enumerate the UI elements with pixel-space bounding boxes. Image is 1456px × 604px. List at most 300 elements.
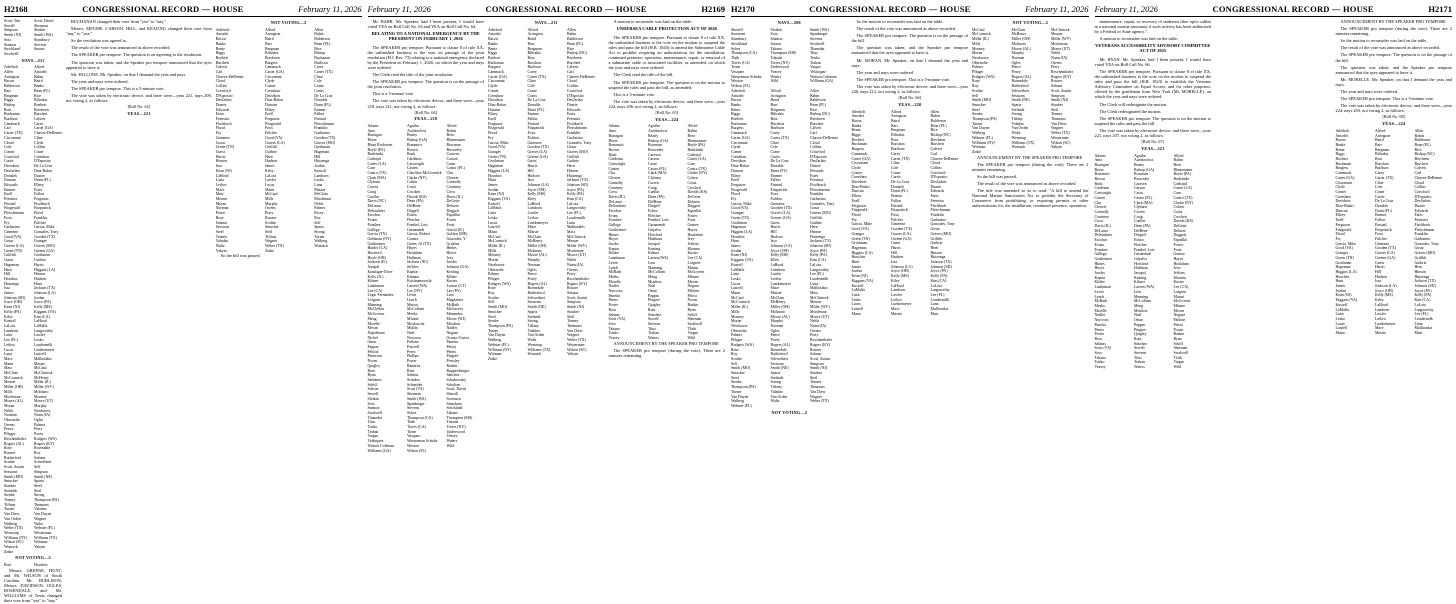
member-name: Meuser xyxy=(1051,32,1063,37)
member-name: De La Cruz xyxy=(770,159,789,164)
member-name: Guthrie xyxy=(810,220,822,225)
member-name: Aguilar xyxy=(648,124,660,129)
member-name: Latta xyxy=(851,292,860,297)
record-paragraph: The Clerk redesignated the motion. xyxy=(1099,108,1162,114)
member-name: Norcross xyxy=(1094,318,1109,323)
member-name: Carbajal xyxy=(367,156,381,161)
member-name: Moolenaar xyxy=(810,309,827,314)
member-name: Nunn (IA) xyxy=(34,413,51,418)
member-name: Miller (IL) xyxy=(488,244,505,249)
record-paragraph: Messrs. MFUME, CARSON, HILL, and KEATING changed their vote from "nay" to "yea." xyxy=(66,26,212,37)
member-name: Hern xyxy=(4,267,12,272)
member-name: Escobar xyxy=(608,209,622,214)
page-header xyxy=(731,2,1089,17)
member-name: Joyce (PA) xyxy=(567,187,585,192)
member-name: Hoyer xyxy=(446,251,457,256)
member-name: Kiggans (VA) xyxy=(1335,298,1358,303)
member-name: Foxx xyxy=(265,126,273,131)
member-name: Finstad xyxy=(4,201,16,206)
member-name: Loudermilk xyxy=(930,297,949,302)
page-date: February 11, 2026 xyxy=(1025,4,1089,14)
member-name: Baird xyxy=(770,98,780,103)
member-name: Mfume xyxy=(407,316,419,321)
member-name: McCollum xyxy=(407,307,424,312)
member-name: Ivey xyxy=(687,237,695,242)
member-name: Balderson xyxy=(930,118,947,123)
member-name: Kildee xyxy=(608,251,619,256)
member-name: Watson Coleman xyxy=(810,74,837,79)
member-name: Tenney xyxy=(4,498,16,503)
member-name: Burgess xyxy=(488,65,501,70)
member-name: Ciscomani xyxy=(488,79,505,84)
member-name: Mfume xyxy=(687,274,699,279)
member-name: Crawford xyxy=(215,88,231,93)
member-name: Wexton xyxy=(407,443,420,448)
member-name: Mace xyxy=(527,225,537,230)
member-name: Steil xyxy=(567,314,575,319)
member-name: Amo xyxy=(367,128,376,133)
member-name: Trone xyxy=(731,65,741,70)
member-name: McClintock xyxy=(810,295,829,300)
member-name: Swalwell xyxy=(687,321,702,326)
member-name: Duncan xyxy=(851,189,864,194)
member-name: Tonko xyxy=(1094,360,1105,365)
member-name: Cartwright xyxy=(608,162,626,167)
member-name: Mfume xyxy=(1173,304,1185,308)
member-name: Curtis xyxy=(314,88,324,93)
member-name: D'Esposito xyxy=(930,175,948,180)
member-name: Davis (IL) xyxy=(446,194,463,199)
member-name: Tenney xyxy=(215,234,228,239)
member-name: Jordan xyxy=(1335,288,1346,293)
member-name: Kiggans (VA) xyxy=(488,197,510,202)
member-name: James xyxy=(1335,284,1346,289)
member-name: DeLauro xyxy=(1094,228,1109,233)
member-name: Frankel, Lois xyxy=(648,218,669,223)
member-name: Burlison xyxy=(770,126,784,131)
member-name: Gonzales, Tony xyxy=(34,229,59,234)
member-name: Steube xyxy=(488,319,499,324)
member-name: Foxx xyxy=(770,192,779,197)
member-name: Moolenaar xyxy=(1051,41,1068,46)
member-name: Carter (GA) xyxy=(265,70,284,75)
member-name: Perry xyxy=(265,211,274,216)
member-name: Amodei xyxy=(488,32,501,37)
member-name: Salinas xyxy=(407,373,419,378)
member-name: Bonamici xyxy=(608,143,624,148)
member-name: Cuellar xyxy=(648,190,660,195)
member-name: Gooden (TX) xyxy=(1375,246,1397,251)
member-name: Luttrell xyxy=(731,286,743,291)
member-name: Strong xyxy=(314,229,325,234)
member-name: Arrington xyxy=(265,32,281,37)
member-name: Hageman xyxy=(4,262,19,267)
member-name: Moskowitz xyxy=(407,321,425,326)
member-name: Kilmer xyxy=(1134,280,1146,285)
member-name: Perry xyxy=(1051,65,1060,70)
record-paragraph: So the bill was passed. xyxy=(977,173,1017,179)
member-name: Buchanan xyxy=(488,60,504,65)
member-name: Morelle xyxy=(1094,308,1107,313)
member-name: LaLota xyxy=(265,173,277,178)
member-name: Owens xyxy=(1051,60,1062,65)
member-name: Bishop xyxy=(314,51,326,56)
member-name: Wittman xyxy=(34,540,48,545)
member-name: Newhouse xyxy=(972,55,989,60)
member-name: Dunn (FL) xyxy=(314,102,331,107)
member-name: Hern xyxy=(567,164,575,169)
member-name: Porter xyxy=(1094,332,1105,337)
record-paragraph: The SPEAKER pro tempore. This is a 5-minute vote. xyxy=(856,76,951,82)
member-name: Johnson (SD) xyxy=(930,264,952,269)
member-name: Bush xyxy=(407,152,415,157)
member-name: Miller (IL) xyxy=(731,305,748,310)
member-name: Matsui xyxy=(687,265,699,270)
member-name: Slotkin xyxy=(367,396,379,401)
member-name: Carson xyxy=(1134,186,1146,191)
member-name: Diaz-Balart xyxy=(851,184,870,189)
member-name: Panetta xyxy=(446,340,458,345)
member-name: Guest xyxy=(215,149,225,154)
member-name: Perry xyxy=(810,333,819,338)
member-name: Burlison xyxy=(891,147,905,152)
member-name: Baird xyxy=(527,37,537,42)
member-name: Bean (FL) xyxy=(930,123,947,128)
member-name: Amodei xyxy=(1335,133,1349,138)
member-name: Molinaro xyxy=(527,248,542,253)
member-name: Mullin xyxy=(407,326,418,331)
member-name: Palmer xyxy=(972,65,984,70)
member-name: De La Cruz xyxy=(314,93,333,98)
member-name: Salinas xyxy=(608,312,620,317)
member-name-list xyxy=(4,65,62,554)
member-name: Amo xyxy=(608,129,617,134)
member-name: Frost xyxy=(1173,247,1182,252)
member-name: Rosendale xyxy=(527,286,544,291)
member-name: Aderholt xyxy=(488,27,502,32)
member-name: Carson xyxy=(648,157,660,162)
member-name: Carson xyxy=(446,156,458,161)
record-paragraph: The SPEAKER pro tempore. Pursuant to clause 8 of rule XX, the unfinished business is the vote on passage of the joint resolution (H.J. Res. 73) relating to a national emergency declared by the President on February 1, 2026, on which the yeas and nays were ordered. xyxy=(367,44,484,70)
member-name: Bishop (NC) xyxy=(930,133,951,138)
member-name: Stanton xyxy=(770,37,783,42)
member-name: Barragan xyxy=(367,133,382,138)
member-name: Cole xyxy=(1375,185,1383,190)
member-name: Arrington xyxy=(1375,133,1391,138)
member-name: Balderson xyxy=(810,98,826,103)
member-name: Finstad xyxy=(527,121,539,126)
member-name: Banks xyxy=(731,102,741,107)
member-name: Mooney xyxy=(34,394,47,399)
member-name: Garcia, Mike xyxy=(851,222,873,227)
member-name: James xyxy=(851,264,862,269)
member-name: Smucker xyxy=(731,371,745,376)
member-name: Jayapal xyxy=(367,265,380,270)
member-name: Vargas xyxy=(810,65,821,70)
member-name: LaHood xyxy=(1375,302,1388,307)
member-name-list xyxy=(4,19,62,57)
member-name: Bost xyxy=(4,107,12,112)
member-name: Lucas xyxy=(4,347,14,352)
member-name: Grijalva xyxy=(446,241,460,246)
member-name: Bost xyxy=(891,137,899,142)
member-name: Tenney xyxy=(810,380,822,385)
member-name: Carey xyxy=(770,131,780,136)
member-name: Yakym xyxy=(34,545,46,550)
member-name: Tiffany xyxy=(527,324,539,328)
text-column xyxy=(216,19,362,475)
member-name: Hunt xyxy=(488,178,496,183)
member-name: Hern xyxy=(810,225,818,230)
member-name: DeLauro xyxy=(367,203,382,208)
member-name: Mills xyxy=(265,197,274,202)
member-name: Omar xyxy=(648,289,657,294)
member-name: Wittman xyxy=(488,352,502,357)
member-name: Simpson xyxy=(4,28,18,33)
member-name: McGovern xyxy=(687,270,705,275)
member-name: Burchett xyxy=(810,121,824,126)
member-name: Takano xyxy=(1094,355,1106,360)
member-name-list xyxy=(216,28,362,254)
member-name: Arrington xyxy=(527,32,543,37)
member-name: Yakym xyxy=(215,248,227,253)
member-name: Granger xyxy=(488,149,501,154)
member-name: Buchanan xyxy=(731,121,747,126)
member-name: Graves (LA) xyxy=(1375,251,1395,256)
member-name: Swalwell xyxy=(367,410,382,415)
member-name: Craig xyxy=(367,189,377,194)
member-name: LaHood xyxy=(527,201,541,206)
member-name: Hudson xyxy=(891,255,904,260)
member-name: Molinaro xyxy=(1011,41,1026,46)
member-name: Wilson (SC) xyxy=(4,540,24,545)
member-name: Smith (MO) xyxy=(4,474,24,479)
member-name: Mast xyxy=(930,311,939,316)
member-name: Crenshaw xyxy=(488,93,504,98)
text-column xyxy=(368,19,485,475)
member-name: Foster xyxy=(687,213,698,218)
member-name: LaHood xyxy=(891,283,904,288)
member-name: McClain xyxy=(1011,27,1026,32)
member-name: Kamlager-Dove xyxy=(367,269,393,274)
roll-call-number: [Roll No. 66] xyxy=(898,95,921,101)
member-name: Waltz xyxy=(34,521,43,526)
member-name: Strong xyxy=(770,380,781,385)
member-name: Foxx xyxy=(527,131,536,136)
member-name: Johnson (SD) xyxy=(810,244,832,249)
member-name: Craig xyxy=(648,185,657,190)
member-name: Smucker xyxy=(4,479,18,484)
member-name: Hill xyxy=(4,272,11,277)
member-name: Roy xyxy=(34,450,41,455)
member-name: Williams (NY) xyxy=(488,347,512,352)
member-name: Nunn (IA) xyxy=(1051,55,1068,60)
member-name: Dingell xyxy=(407,208,419,213)
member-name: Murphy xyxy=(527,258,541,263)
member-name: Webster (FL) xyxy=(488,342,509,347)
member-name: Veasey xyxy=(446,434,458,439)
member-name: Sykes xyxy=(407,410,417,415)
member-name: Joyce (PA) xyxy=(930,269,948,274)
member-name: Kildee xyxy=(446,274,457,279)
member-name: Langworthy xyxy=(930,288,950,293)
member-name: Baird xyxy=(265,37,274,42)
member-name: Raskin xyxy=(446,363,458,368)
member-name: Pence xyxy=(1011,65,1021,70)
member-name: Fletcher xyxy=(1134,242,1147,247)
member-name: Bean (FL) xyxy=(314,41,331,46)
member-name: Crawford xyxy=(930,170,946,175)
member-name: Norman xyxy=(1011,55,1025,60)
member-name: Estes xyxy=(34,187,43,192)
member-name: Beatty xyxy=(648,133,659,138)
member-name: Morelle xyxy=(608,279,621,284)
member-name: Collins xyxy=(34,145,46,150)
member-name: Meeks xyxy=(608,274,619,279)
record-page xyxy=(731,0,1089,475)
member-name: Donalds xyxy=(527,102,541,107)
member-name: Gooden (TX) xyxy=(770,206,792,211)
member-name: Boebert xyxy=(731,117,744,122)
member-name: Steil xyxy=(265,229,273,234)
member-name: Calvert xyxy=(34,117,46,122)
member-name: DesJarlais xyxy=(930,180,947,185)
member-name: Aderholt xyxy=(215,27,230,32)
member-name: Balderson xyxy=(4,84,20,89)
member-name: Hunt xyxy=(731,239,739,244)
member-name: Garamendi xyxy=(648,223,666,228)
member-name: Walberg xyxy=(488,338,502,343)
member-name: Dunn (FL) xyxy=(770,168,788,173)
member-name: Norcross xyxy=(407,335,422,340)
member-name: Rosendale xyxy=(1011,79,1028,84)
member-name: Granger xyxy=(731,211,744,216)
member-name: Feenstra xyxy=(567,117,581,122)
member-name: Kean (NJ) xyxy=(1335,293,1352,298)
member-name: Van Orden xyxy=(1011,126,1029,131)
member-name: Higgins (LA) xyxy=(731,229,753,234)
member-name: Craig xyxy=(1134,214,1143,219)
member-name: Tokuda xyxy=(770,55,783,60)
member-name: Lamborn xyxy=(891,288,906,293)
member-name: DelBene xyxy=(648,199,662,204)
member-name: Lieu xyxy=(1134,289,1142,294)
member-name: Greene (GA) xyxy=(770,215,791,220)
member-name: Dean (PA) xyxy=(407,199,424,204)
member-name: Van Orden xyxy=(770,394,788,399)
member-name: Brecheen xyxy=(34,107,49,112)
member-name: Trahan xyxy=(810,60,821,65)
member-name: Bean (FL) xyxy=(34,88,51,93)
member-name: Gosar xyxy=(567,145,577,150)
member-name: Mann xyxy=(1335,331,1345,336)
member-name: Bacon xyxy=(215,37,226,42)
member-name: Soto xyxy=(770,32,778,37)
member-name: Rose xyxy=(488,286,496,291)
member-name: Trahan xyxy=(367,429,379,434)
member-name: Stauber xyxy=(4,483,16,488)
member-name: Massie xyxy=(527,229,539,234)
member-name: Balint xyxy=(446,128,457,133)
member-name: Doggett xyxy=(687,204,701,209)
member-name: Flood xyxy=(488,131,498,136)
member-name: Miller (IL) xyxy=(34,380,51,385)
member-name: Evans xyxy=(608,213,619,218)
member-name: Spartz xyxy=(527,309,538,314)
vote-heading: NAYS—211 xyxy=(21,57,45,63)
member-name: Thompson (PA) xyxy=(731,385,756,390)
member-name: Cammack xyxy=(851,151,868,156)
member-name: Balint xyxy=(687,129,698,134)
member-name: Horsford xyxy=(367,251,382,256)
member-name: Auchincloss xyxy=(648,129,668,134)
member-name: LaMalfa xyxy=(731,267,745,272)
member-name: Houchin xyxy=(851,255,865,260)
member-name: Bean (FL) xyxy=(567,41,584,46)
member-name: Posey xyxy=(527,276,537,281)
member-name: Biggs xyxy=(488,51,498,56)
member-name: Waltz xyxy=(215,244,225,249)
member-name: Garcia, Mike xyxy=(488,140,509,145)
record-paragraph: ANNOUNCEMENT BY THE SPEAKER PRO TEMPORE xyxy=(977,154,1083,160)
member-name: Davis (IL) xyxy=(608,194,625,199)
member-name: McHenry xyxy=(1011,32,1027,37)
member-name: Hageman xyxy=(488,164,503,169)
member-name: Stauber xyxy=(810,371,822,376)
member-name: McCaul xyxy=(731,295,744,300)
member-name: Biggs xyxy=(1335,152,1345,157)
member-name: Joyce (OH) xyxy=(891,269,910,274)
member-name: Clyde xyxy=(851,165,861,170)
member-name: Case xyxy=(687,162,696,167)
member-name: Schweikert xyxy=(34,460,52,465)
member-name: Fischbach xyxy=(810,182,826,187)
member-name: Veasey xyxy=(608,336,620,341)
member-name: Graves (MO) xyxy=(567,149,588,154)
record-paragraph: The SPEAKER pro tempore (during the vote). There are 2 minutes remaining. xyxy=(1335,26,1452,37)
member-name: Garbarino xyxy=(810,197,826,202)
member-name: Pence xyxy=(770,333,780,338)
member-name: Hill xyxy=(891,250,898,255)
member-name: Bush xyxy=(608,152,617,157)
member-name: Tonko xyxy=(367,425,378,430)
member-name: Blumenauer xyxy=(1173,167,1193,172)
member-name: Walberg xyxy=(4,521,18,526)
member-name: Sherman xyxy=(1173,346,1188,351)
member-name: Gimenez xyxy=(770,201,785,206)
member-name: Weber (TX) xyxy=(810,399,829,404)
member-name: Good (VA) xyxy=(1335,246,1353,251)
member-name: Gomez xyxy=(687,223,699,228)
record-paragraph: The question was taken; and the Speaker pro tempore announced that the ayes appeared to have it. xyxy=(66,59,212,70)
record-paragraph: The Clerk will redesignate the motion. xyxy=(1099,101,1168,107)
member-name: Palmer xyxy=(34,422,46,427)
member-name: Houlahan xyxy=(407,251,423,256)
member-name: Kelly (MS) xyxy=(34,305,52,310)
member-name: Joyce (OH) xyxy=(527,187,546,192)
member-name: Vargas xyxy=(687,331,699,336)
member-name: Boyle (PA) xyxy=(1173,172,1191,177)
member-name: Cloud xyxy=(930,161,941,166)
member-name: Williams (GA) xyxy=(810,79,834,84)
member-name: Mann xyxy=(265,187,275,192)
member-name: Balderson xyxy=(314,37,331,42)
member-name: Kiley xyxy=(527,197,537,202)
member-name: Emmer xyxy=(314,107,326,112)
member-name: Dunn (FL) xyxy=(891,189,908,194)
member-name: Tiffany xyxy=(4,502,16,507)
member-name: Garcia, Robert xyxy=(407,232,430,237)
